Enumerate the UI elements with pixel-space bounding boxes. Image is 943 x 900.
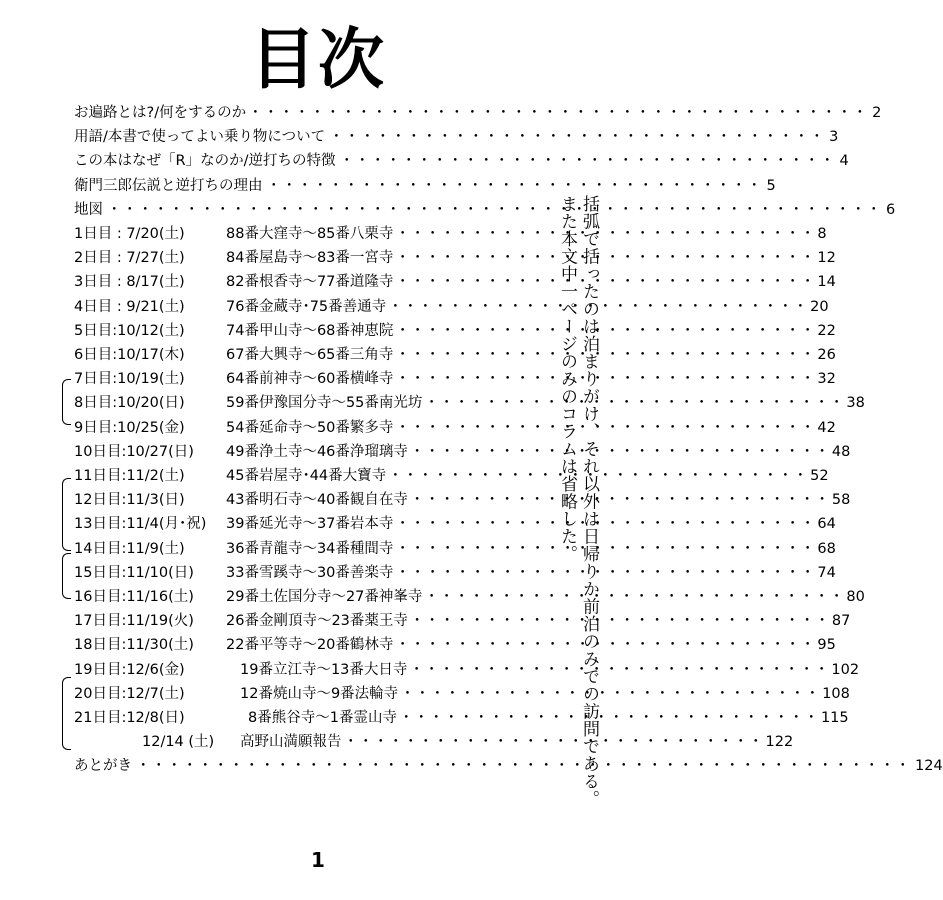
temple-range: 88番大窪寺～85番八栗寺: [226, 226, 394, 243]
toc-day-entry[interactable]: [74, 658, 860, 682]
temple-range: 64番前神寺～60番横峰寺: [226, 371, 394, 388]
day-page: 12: [817, 250, 836, 267]
toc-day-entry[interactable]: [74, 295, 829, 319]
toc-entry-page: 4: [839, 153, 849, 170]
dot-leader: ・・・・・・・・・・・・・・・・・・・・・・・・・・・・・・・・・・・・・・・・: [248, 105, 869, 121]
toc-entry[interactable]: [74, 149, 849, 173]
day-page: 8: [817, 226, 827, 243]
dot-leader: ・・・・・・・・・・・・・・・・・・・・・・・・・・・・: [343, 734, 764, 751]
toc-day-entry[interactable]: [74, 367, 836, 391]
day-page: 20: [810, 298, 829, 315]
day-page: 26: [817, 347, 836, 364]
toc-entry-label: あとがき: [74, 758, 132, 775]
day-label: 17日目:11/19(火): [74, 613, 194, 630]
day-label: 21日目:12/8(日): [74, 710, 185, 727]
temple-range: 59番伊豫国分寺～55番南光坊: [226, 395, 423, 412]
toc-day-entry[interactable]: [74, 537, 836, 561]
side-note: 括弧で括ったのは泊まりがけ、それ以外は日帰りか前泊のみでの訪問である。また本文中一ページのみのコラムは省略した。: [557, 195, 599, 808]
temple-range: 33番雪蹊寺～30番善楽寺: [226, 564, 394, 581]
temple-range: 36番青龍寺～34番種間寺: [226, 540, 394, 557]
toc-entry-label: この本はなぜ「R」なのか/逆打ちの特徴: [74, 153, 336, 170]
day-label: 15日目:11/10(日): [74, 564, 194, 581]
day-page: 52: [810, 468, 829, 485]
dot-leader: ・・・・・・・・・・・・・・・・・・・・・・・・・・・・: [395, 564, 816, 581]
toc-day-entry[interactable]: [74, 391, 865, 415]
day-label: 13日目:11/4(月･祝): [74, 516, 207, 533]
toc-entry[interactable]: [74, 125, 839, 149]
toc-day-entry[interactable]: [74, 246, 836, 270]
temple-range: 74番甲山寺～68番神恵院: [226, 322, 394, 339]
day-label: 16日目:11/16(土): [74, 589, 194, 606]
toc-day-entry[interactable]: [74, 706, 849, 730]
temple-range: 84番屋島寺～83番一宮寺: [226, 250, 394, 267]
day-page: 122: [765, 734, 794, 751]
temple-range: 8番熊谷寺～1番霊山寺: [248, 710, 397, 727]
toc-day-entry[interactable]: [74, 343, 836, 367]
temple-range: 45番岩屋寺･44番大寶寺: [226, 468, 387, 485]
day-label: 11日目:11/2(土): [74, 468, 185, 485]
temple-range: 22番平等寺～20番鶴林寺: [226, 637, 394, 654]
toc-day-entry[interactable]: [74, 464, 829, 488]
toc-day-entry[interactable]: [74, 512, 836, 536]
dot-leader: ・・・・・・・・・・・・・・・・・・・・・・・・・・・・: [395, 347, 816, 364]
toc-entry-page: 124: [915, 758, 943, 775]
day-page: 42: [817, 419, 836, 436]
toc-day-entry[interactable]: [74, 682, 850, 706]
day-page: 102: [831, 661, 860, 678]
day-page: 115: [820, 710, 849, 727]
toc-entry-page: 3: [829, 129, 839, 146]
toc-day-entry[interactable]: [74, 270, 836, 294]
day-label: 2日目 : 7/27(土): [74, 250, 185, 267]
temple-range: 高野山満願報告: [240, 734, 342, 751]
toc-day-entry[interactable]: [74, 222, 827, 246]
dot-leader: ・・・・・・・・・・・・・・・・・・・・・・・・・・・・・・・・・・・・・・・・・・・・・・・・・・: [107, 201, 882, 218]
toc-day-entry[interactable]: [74, 633, 836, 657]
toc-entry[interactable]: [74, 101, 882, 125]
dot-leader: ・・・・・・・・・・・・・・・・・・・・・・・・・・・・: [424, 589, 845, 606]
day-label: 6日目:10/17(木): [74, 347, 185, 364]
day-page: 58: [831, 492, 851, 509]
day-label: 10日目:10/27(日): [74, 443, 194, 460]
dot-leader: ・・・・・・・・・・・・・・・・・・・・・・・・・・・・・・・・・・・・・・・・・・・・・・・・・・: [136, 758, 911, 775]
toc-entry-label: 用語/本書で使ってよい乗り物について: [74, 129, 326, 146]
toc-day-entry[interactable]: [74, 488, 851, 512]
temple-range: 26番金剛頂寺～23番薬王寺: [226, 613, 408, 630]
day-label: 12日目:11/3(日): [74, 492, 185, 509]
temple-range: 12番焼山寺～9番法輪寺: [240, 685, 399, 702]
temple-range: 49番浄土寺～46番浄瑠璃寺: [226, 443, 408, 460]
toc-day-entry[interactable]: [74, 319, 836, 343]
overnight-bracket: [62, 379, 71, 425]
dot-leader: ・・・・・・・・・・・・・・・・・・・・・・・・・・・・・・・・: [266, 177, 763, 194]
toc-entry-page: 2: [872, 105, 882, 121]
dot-leader: ・・・・・・・・・・・・・・・・・・・・・・・・・・・・: [395, 226, 816, 243]
day-page: 38: [846, 395, 865, 412]
toc-entry-page: 5: [766, 177, 776, 194]
dot-leader: ・・・・・・・・・・・・・・・・・・・・・・・・・・・・: [409, 492, 830, 509]
toc-entry-afterword[interactable]: [74, 754, 943, 778]
day-page: 108: [822, 685, 850, 702]
day-label: 14日目:11/9(土): [74, 540, 185, 557]
dot-leader: ・・・・・・・・・・・・・・・・・・・・・・・・・・・・・・・・: [339, 153, 836, 170]
dot-leader: ・・・・・・・・・・・・・・・・・・・・・・・・・・・・: [409, 613, 830, 630]
dot-leader: ・・・・・・・・・・・・・・・・・・・・・・・・・・・・: [388, 468, 809, 485]
temple-range: 67番大興寺～65番三角寺: [226, 347, 394, 364]
day-label: 7日目:10/19(土): [74, 371, 185, 388]
dot-leader: ・・・・・・・・・・・・・・・・・・・・・・・・・・・・: [424, 395, 845, 412]
day-page: 32: [817, 371, 836, 388]
dot-leader: ・・・・・・・・・・・・・・・・・・・・・・・・・・・・: [398, 710, 819, 727]
dot-leader: ・・・・・・・・・・・・・・・・・・・・・・・・・・・・: [395, 250, 816, 267]
temple-range: 82番根香寺～77番道隆寺: [226, 274, 394, 291]
toc-entry-page: 6: [886, 201, 896, 218]
dot-leader: ・・・・・・・・・・・・・・・・・・・・・・・・・・・・・・・・: [329, 129, 826, 146]
toc-day-entry[interactable]: [74, 416, 836, 440]
temple-range: 43番明石寺～40番観自在寺: [226, 492, 408, 509]
day-label: 1日目 : 7/20(土): [74, 226, 185, 243]
overnight-bracket: [62, 553, 71, 599]
dot-leader: ・・・・・・・・・・・・・・・・・・・・・・・・・・・・: [409, 443, 830, 460]
day-page: 22: [817, 322, 836, 339]
toc-day-entry[interactable]: [74, 585, 865, 609]
overnight-bracket: [62, 677, 71, 750]
dot-leader: ・・・・・・・・・・・・・・・・・・・・・・・・・・・・: [395, 516, 816, 533]
dot-leader: ・・・・・・・・・・・・・・・・・・・・・・・・・・・・: [388, 298, 809, 315]
overnight-bracket: [62, 478, 71, 551]
day-page: 87: [831, 613, 851, 630]
dot-leader: ・・・・・・・・・・・・・・・・・・・・・・・・・・・・: [409, 661, 830, 678]
temple-range: 54番延命寺～50番繁多寺: [226, 419, 394, 436]
temple-range: 76番金蔵寺･75番善通寺: [226, 298, 387, 315]
day-page: 48: [831, 443, 851, 460]
day-label: 19日目:12/6(金): [74, 661, 185, 678]
toc-day-entry[interactable]: [74, 561, 836, 585]
day-page: 64: [817, 516, 836, 533]
day-label: 12/14 (土): [142, 734, 215, 751]
temple-range: 29番土佐国分寺～27番神峯寺: [226, 589, 423, 606]
day-label: 5日目:10/12(土): [74, 322, 185, 339]
day-page: 95: [817, 637, 836, 654]
dot-leader: ・・・・・・・・・・・・・・・・・・・・・・・・・・・・: [395, 371, 816, 388]
day-page: 80: [846, 589, 865, 606]
dot-leader: ・・・・・・・・・・・・・・・・・・・・・・・・・・・・: [395, 322, 816, 339]
temple-range: 39番延光寺～37番岩本寺: [226, 516, 394, 533]
day-page: 68: [817, 540, 836, 557]
dot-leader: ・・・・・・・・・・・・・・・・・・・・・・・・・・・・: [395, 274, 816, 291]
toc-day-entry[interactable]: [74, 440, 851, 464]
dot-leader: ・・・・・・・・・・・・・・・・・・・・・・・・・・・・: [395, 637, 816, 654]
day-label: 3日目 : 8/17(土): [74, 274, 185, 291]
page-title: 目次: [250, 21, 386, 98]
dot-leader: ・・・・・・・・・・・・・・・・・・・・・・・・・・・・: [395, 540, 816, 557]
day-label: 4日目 : 9/21(土): [74, 298, 185, 315]
toc-day-entry[interactable]: [74, 609, 851, 633]
day-label: 8日目:10/20(日): [74, 395, 185, 412]
toc-entry-label: 衛門三郎伝説と逆打ちの理由: [74, 177, 263, 194]
toc-entry[interactable]: [74, 198, 896, 222]
temple-range: 19番立江寺～13番大日寺: [240, 661, 408, 678]
page-number: 1: [311, 848, 325, 872]
day-page: 74: [817, 564, 836, 581]
dot-leader: ・・・・・・・・・・・・・・・・・・・・・・・・・・・・: [400, 685, 821, 702]
toc-entry[interactable]: [74, 174, 776, 198]
day-label: 18日目:11/30(土): [74, 637, 194, 654]
toc-entry-label: お遍路とは?/何をするのか: [74, 105, 247, 121]
day-label: 9日目:10/25(金): [74, 419, 185, 436]
day-label: 20日目:12/7(土): [74, 685, 185, 702]
toc-day-entry[interactable]: [74, 730, 794, 754]
toc-entry-label: 地図: [74, 201, 103, 218]
dot-leader: ・・・・・・・・・・・・・・・・・・・・・・・・・・・・: [395, 419, 816, 436]
day-page: 14: [817, 274, 836, 291]
